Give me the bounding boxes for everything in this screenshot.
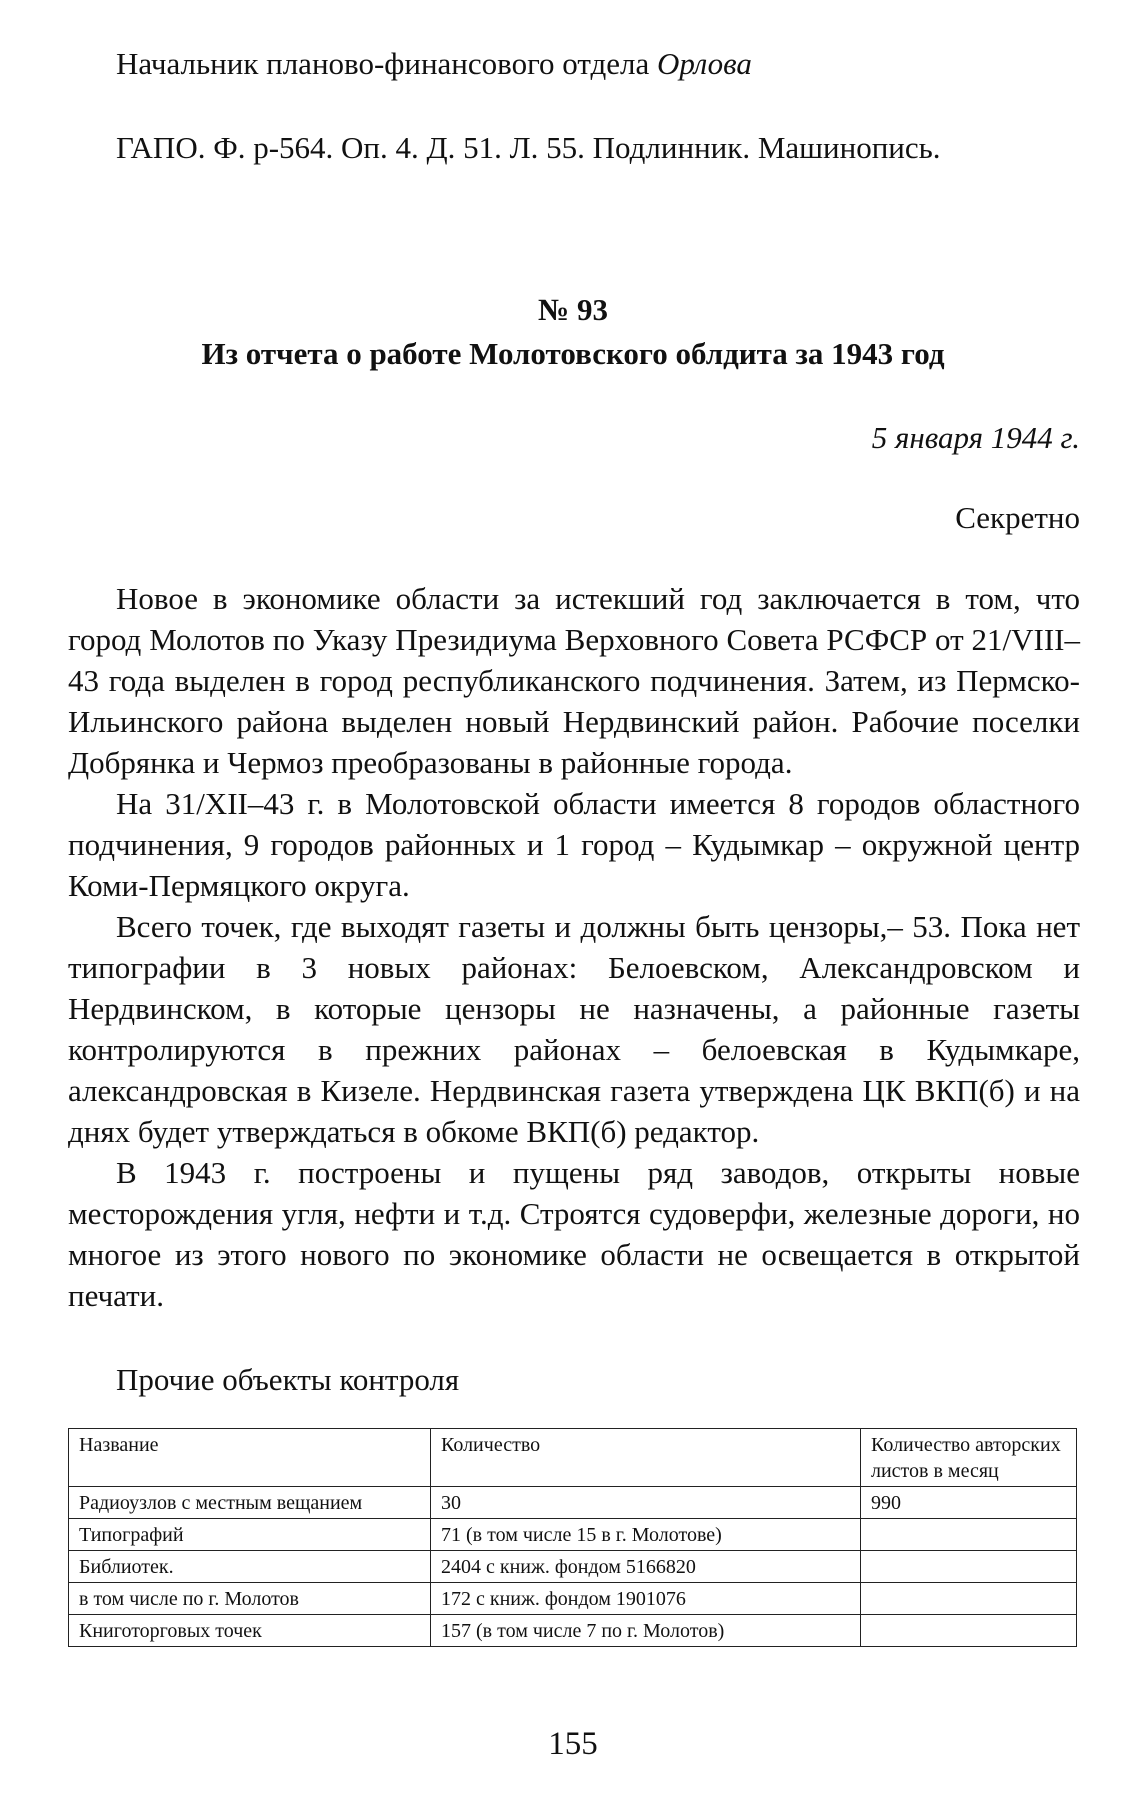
table-row — [69, 1519, 1077, 1551]
table-cell — [861, 1551, 1077, 1583]
table-cell: 71 (в том числе 15 в г. Молотове) — [431, 1519, 861, 1551]
page-number: 155 — [548, 1726, 598, 1762]
table-cell: Типографий — [69, 1519, 431, 1551]
paragraph: На 31/XII–43 г. в Молотовской области имеется 8 городов областного подчинения, 9 городов районных и 1 город – Кудымкар – окружной центр Коми-Пермяцкого округа. — [68, 786, 1080, 903]
table-cell — [861, 1583, 1077, 1615]
table-row — [69, 1487, 1077, 1519]
paragraph: Всего точек, где выходят газеты и должны быть цензоры,– 53. Пока нет типографии в 3 новых районах: Белоевском, Александровском и Нердвинском, в которые цензоры не назначены, а районные газеты контролируются в прежних районах – белоевская в Кудымкаре, александровская в Кизеле. Нердвинская газета утверждена ЦК ВКП(б) и на днях будет утверждаться в обкоме ВКП(б) редактор. — [68, 909, 1080, 1149]
table-cell: 157 (в том числе 7 по г. Молотов) — [431, 1615, 861, 1647]
signature-position: Начальник планово-финансового отдела — [116, 46, 650, 81]
table-cell: Радиоузлов с местным вещанием — [69, 1487, 431, 1519]
table-cell: 990 — [861, 1487, 1077, 1519]
paragraph: Новое в экономике области за истекший год заключается в том, что город Молотов по Указу Президиума Верховного Совета РСФСР от 21/VIII–43 года выделен в город республиканского подчинения. Затем, из Пермско-Ильинского района выделен новый Нердвинский район. Рабочие поселки Добрянка и Чермоз преобразованы в районные города. — [68, 581, 1080, 780]
classification-mark: Секретно — [955, 500, 1080, 535]
table-cell — [861, 1519, 1077, 1551]
column-header: Название — [69, 1429, 431, 1487]
control-objects-table — [68, 1428, 1077, 1647]
signature-name: Орлова — [657, 46, 752, 81]
table-caption: Прочие объекты контроля — [116, 1362, 460, 1397]
table-cell: в том числе по г. Молотов — [69, 1583, 431, 1615]
table-row — [69, 1551, 1077, 1583]
table-cell — [861, 1615, 1077, 1647]
signature-line — [116, 44, 752, 84]
table-header-row — [69, 1429, 1077, 1487]
table-row — [69, 1583, 1077, 1615]
paragraph: В 1943 г. построены и пущены ряд заводов, открыты новые месторождения угля, нефти и т.д. Строятся судоверфи, железные дороги, но многое из этого нового по экономике области не освещается в открытой печати. — [68, 1155, 1080, 1313]
archive-reference: ГАПО. Ф. р-564. Оп. 4. Д. 51. Л. 55. Подлинник. Машинопись. — [116, 130, 941, 165]
column-header: Количество — [431, 1429, 861, 1487]
table-cell: 2404 с книж. фондом 5166820 — [431, 1551, 861, 1583]
document-number: № 93 — [538, 292, 608, 327]
table-cell: Библиотек. — [69, 1551, 431, 1583]
document-title: Из отчета о работе Молотовского облдита за 1943 год — [201, 336, 945, 371]
table-cell: 172 с книж. фондом 1901076 — [431, 1583, 861, 1615]
document-date: 5 января 1944 г. — [871, 420, 1080, 455]
table-cell: Книготорговых точек — [69, 1615, 431, 1647]
table-row — [69, 1615, 1077, 1647]
column-header: Количество авторских листов в месяц — [861, 1429, 1077, 1487]
table-cell: 30 — [431, 1487, 861, 1519]
report-body — [68, 578, 1080, 1316]
